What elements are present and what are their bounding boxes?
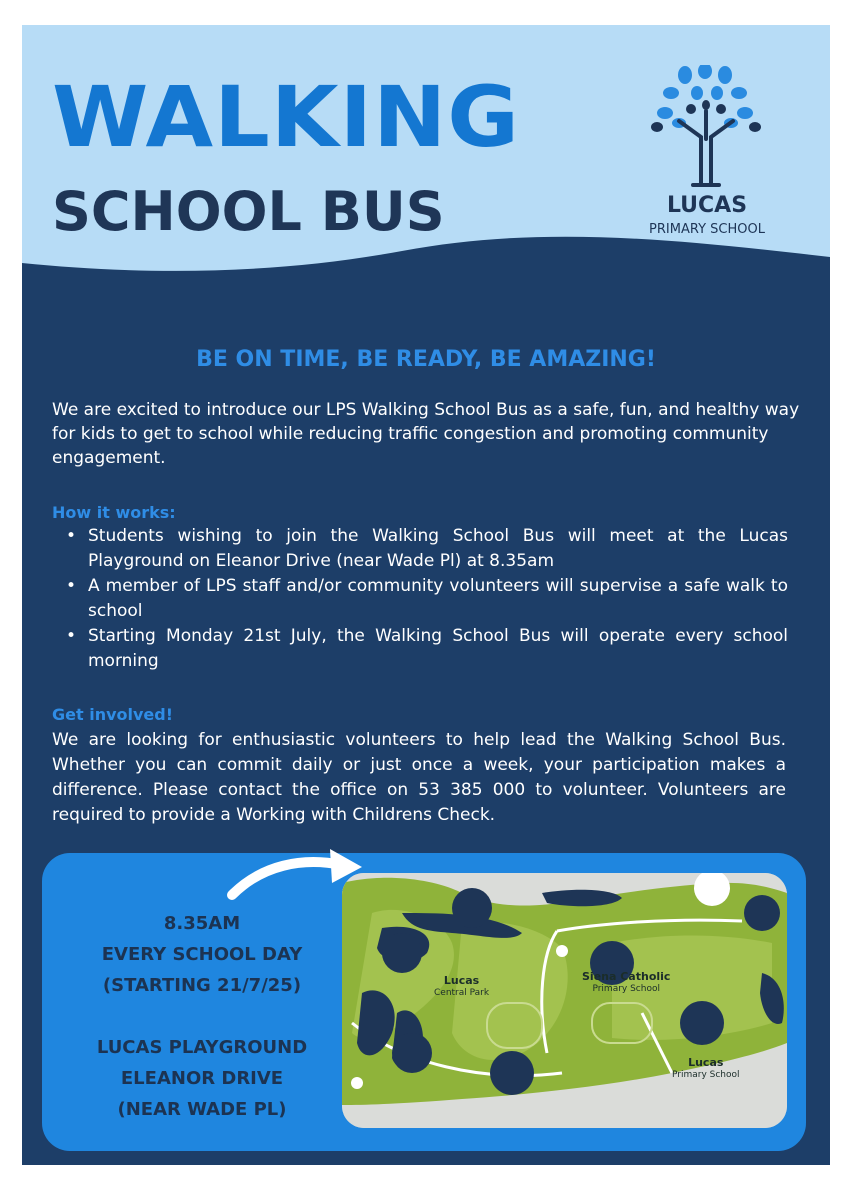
location-text: LUCAS PLAYGROUND (96, 1037, 308, 1058)
lucas-school-label: Lucas Primary School (672, 1056, 740, 1080)
how-it-works-list (88, 524, 788, 674)
location-map (342, 873, 787, 1128)
details-text (72, 908, 332, 1125)
details-panel (42, 853, 806, 1151)
title-walking: WALKING (52, 68, 521, 166)
school-logo (627, 65, 787, 245)
flyer (22, 25, 830, 1165)
intro-paragraph: We are excited to introduce our LPS Walking School Bus as a safe, fun, and healthy way for kids to get to school while reducing traffic congestion and promoting community engagement. (52, 400, 800, 468)
central-park-label: Lucas Central Park (434, 974, 490, 998)
tree-icon (627, 65, 787, 190)
time-text: 8.35AM (163, 913, 241, 934)
slogan: BE ON TIME, BE READY, BE AMAZING! (196, 347, 656, 372)
how-it-works-heading: How it works: (52, 503, 176, 522)
get-involved-paragraph: We are looking for enthusiastic volunteers to help lead the Walking School Bus. Whether you can commit daily or just once a week, your participation makes a difference. Please contact the office on 53 385 000 to volunteer. Volunteers are required to provide a Working with Childrens Check. (52, 730, 786, 825)
list-item: • A member of LPS staff and/or community volunteers will supervise a safe walk to school (88, 574, 788, 624)
get-involved-heading: Get involved! (52, 705, 174, 724)
map-graphic (342, 873, 787, 1128)
title-school-bus: SCHOOL BUS (52, 180, 445, 243)
list-item: • Starting Monday 21st July, the Walking School Bus will operate every school morning (88, 624, 788, 674)
logo-subtitle: PRIMARY SCHOOL (649, 222, 765, 237)
start-date-text: (STARTING 21/7/25) (102, 975, 302, 996)
days-text: EVERY SCHOOL DAY (101, 944, 303, 965)
siena-school-label: Siena Catholic Primary School (582, 970, 671, 994)
curved-arrow-icon (222, 845, 372, 905)
list-item: • Students wishing to join the Walking School Bus will meet at the Lucas Playground on Eleanor Drive (near Wade Pl) at 8.35am (88, 524, 788, 574)
logo-name: LUCAS (666, 193, 748, 218)
street-text: ELEANOR DRIVE (120, 1068, 284, 1089)
landmark-text: (NEAR WADE PL) (117, 1099, 287, 1120)
